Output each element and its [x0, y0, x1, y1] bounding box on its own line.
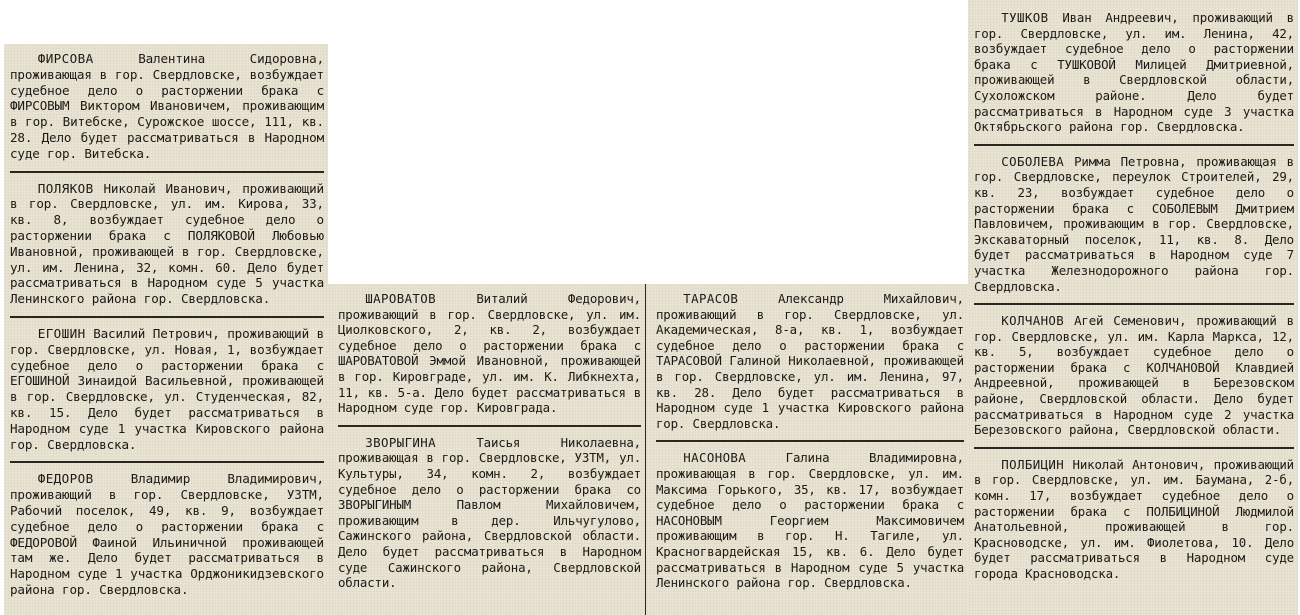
notice-body: Василий Петрович, проживающий в гор. Свердловске, ул. Новая, 1, возбуждает судебное дело о расторжении брака с ЕГОШИНОЙ Зинаидой Васильевной, проживающей в гор. Свердловске, ул. Студенческая, 82, кв. 15. Дело будет рассматриваться в Народном суде 1 участка Кировского района гор. Свердловска.	[10, 325, 324, 452]
notice-divider	[974, 303, 1294, 305]
notice-body: Александр Михайлович, проживающий в гор. Свердловске, ул. Академическая, 8-а, кв. 1, возбуждает судебное дело о расторжении брака с ТАРАСОВОЙ Галиной Николаевной, проживающей в гор. Свердловске, ул. им. Ленина, 97, кв. 28. Дело будет рассматриваться в Народном суде 1 участка Кировского района гор. Свердловска.	[656, 291, 964, 431]
notice-surname: ТАРАСОВ	[683, 291, 739, 306]
middle-column-left	[328, 284, 646, 615]
notice-surname: ЗВОРЫГИНА	[365, 434, 437, 450]
notice-divider	[10, 171, 324, 173]
notice-surname: ФЕДОРОВ	[37, 471, 94, 487]
notice-divider	[10, 461, 324, 463]
notice-body: Николай Иванович, проживающий в гор. Свердловске, ул. им. Кирова, 33, кв. 8, возбуждает судебное дело о расторжении брака с ПОЛЯКОВОЙ Любовью Ивановной, проживающей в гор. Свердловске, ул. им. Ленина, 32, комн. 60. Дело будет рассматриваться в Народном суде 5 участка Ленинского района гор. Свердловска.	[10, 180, 324, 307]
divorce-notice-sharovatov	[338, 287, 641, 422]
newspaper-clipping-right	[968, 0, 1298, 615]
notice-body: Агей Семенович, проживающий в гор. Свердловске, ул. им. Карла Маркса, 12, кв. 5, возбуждает судебное дело о расторжении брака с КОЛЧАНОВОЙ Клавдией Андреевной, проживающей в Березовском районе, Свердловской области. Дело будет рассматриваться в Народном суде 2 участка Березовского района, Свердловской области.	[974, 313, 1294, 438]
divorce-notice-firsova	[10, 47, 324, 168]
notice-surname: СОБОЛЕВА	[1001, 153, 1065, 169]
notice-body: Римма Петровна, проживающая в гор. Свердловске, переулок Строителей, 29, кв. 23, возбуждает судебное дело о расторжении брака с СОБОЛЕВЫМ Дмитрием Павловичем, проживающим в гор. Свердловске, Экскаваторный поселок, 11, кв. 8. Дело будет рассматриваться в Народном суде 7 участка Железнодорожного района гор. Свердловска.	[974, 153, 1294, 294]
notice-divider	[974, 447, 1294, 449]
notice-divider	[974, 144, 1294, 146]
notice-body: Николай Антонович, проживающий в гор. Свердловске, ул. им. Баумана, 2-б, комн. 17, возбуждает судебное дело о расторжении брака с ПОЛБИЦИНОЙ Людмилой Анатольевной, проживающей в гор. Красноводске, ул. им. Фиолетова, 10. Дело будет рассматриваться в Народном суде города Красноводска.	[974, 456, 1294, 581]
divorce-notice-tushkov	[974, 6, 1294, 141]
notice-body: Виталий Федорович, проживающий в гор. Свердловске, ул. им. Циолковского, 2, кв. 2, возбуждает судебное дело о расторжении брака с ШАРОВАТОВОЙ Эммой Ивановной, проживающей в гор. Кировграде, ул. им. К. Либкнехта, 11, кв. 5-а. Дело будет рассматриваться в Народном суде гор. Кировграда.	[338, 291, 641, 416]
newspaper-clipping-middle	[328, 284, 968, 615]
divorce-notice-zvorygina	[338, 431, 641, 597]
notice-body: Валентина Сидоровна, проживающая в гор. Свердловске, возбуждает судебное дело о расторжении брака с ФИРСОВЫМ Виктором Ивановичем, проживающим в гор. Витебске, Сурожское шоссе, 111, кв. 28. Дело будет рассматриваться в Народном суде гор. Витебска.	[10, 51, 324, 161]
notice-surname: ЕГОШИН	[37, 325, 86, 341]
notice-body: Таисья Николаевна, проживающая в гор. Свердловске, УЗТМ, ул. Культуры, 34, комн. 2, возбуждает судебное дело о расторжении брака со ЗВОРЫГИНЫМ Павлом Михайловичем, проживающим в дер. Ильчугулово, Сажинского района, Свердловской области. Дело будет рассматриваться в Народном суде Сажинского района, Свердловской области.	[338, 434, 641, 591]
notice-divider	[656, 440, 964, 442]
notice-surname: ПОЛЯКОВ	[37, 180, 94, 196]
divorce-notice-soboleva	[974, 150, 1294, 300]
divorce-notice-kolchanov	[974, 309, 1294, 444]
middle-column-right	[646, 284, 968, 615]
notice-surname: ШАРОВАТОВ	[365, 291, 437, 306]
divorce-notice-nasonova	[656, 446, 964, 596]
notice-divider	[338, 425, 641, 427]
notice-surname: КОЛЧАНОВ	[1001, 313, 1065, 329]
divorce-notice-polyakov	[10, 177, 324, 313]
notice-surname: ПОЛБИЦИН	[1001, 456, 1065, 472]
newspaper-clipping-left	[4, 44, 328, 615]
notice-divider	[10, 316, 324, 318]
notice-surname: ТУШКОВ	[1001, 10, 1049, 25]
notice-surname: НАСОНОВА	[683, 450, 747, 466]
notice-body: Галина Владимировна, проживающая в гор. Свердловске, ул. им. Максима Горького, 35, кв. 17, возбуждает судебное дело о расторжении брака с НАСОНОВЫМ Георгием Максимовичем проживающим в гор. Н. Тагиле, ул. Красногвардейская 15, кв. 6. Дело будет рассматриваться в Народном суде 5 участка Ленинского района гор. Свердловска.	[656, 450, 964, 591]
divorce-notice-polbitsin	[974, 453, 1294, 588]
notice-body: Иван Андреевич, проживающий в гор. Свердловске, ул. им. Ленина, 42, возбуждает судебное дело о расторжении брака с ТУШКОВОЙ Милицей Дмитриевной, проживающей в Свердловской области, Сухоложском районе. Дело будет рассматриваться в Народном суде 3 участка Октябрьского района гор. Свердловска.	[974, 10, 1294, 135]
divorce-notice-fedorov	[10, 467, 324, 603]
notice-surname: ФИРСОВА	[37, 51, 94, 66]
divorce-notice-tarasov	[656, 287, 964, 437]
notice-body: Владимир Владимирович, проживающий в гор. Свердловске, УЗТМ, Рабочий поселок, 49, кв. 9, возбуждает судебное дело о расторжении брака с ФЕДОРОВОЙ Фаиной Ильиничной проживающей там же. Дело будет рассматриваться в Народном суде 1 участка Орджоникидзевского района гор. Свердловска.	[10, 471, 324, 597]
divorce-notice-egoshin	[10, 322, 324, 458]
